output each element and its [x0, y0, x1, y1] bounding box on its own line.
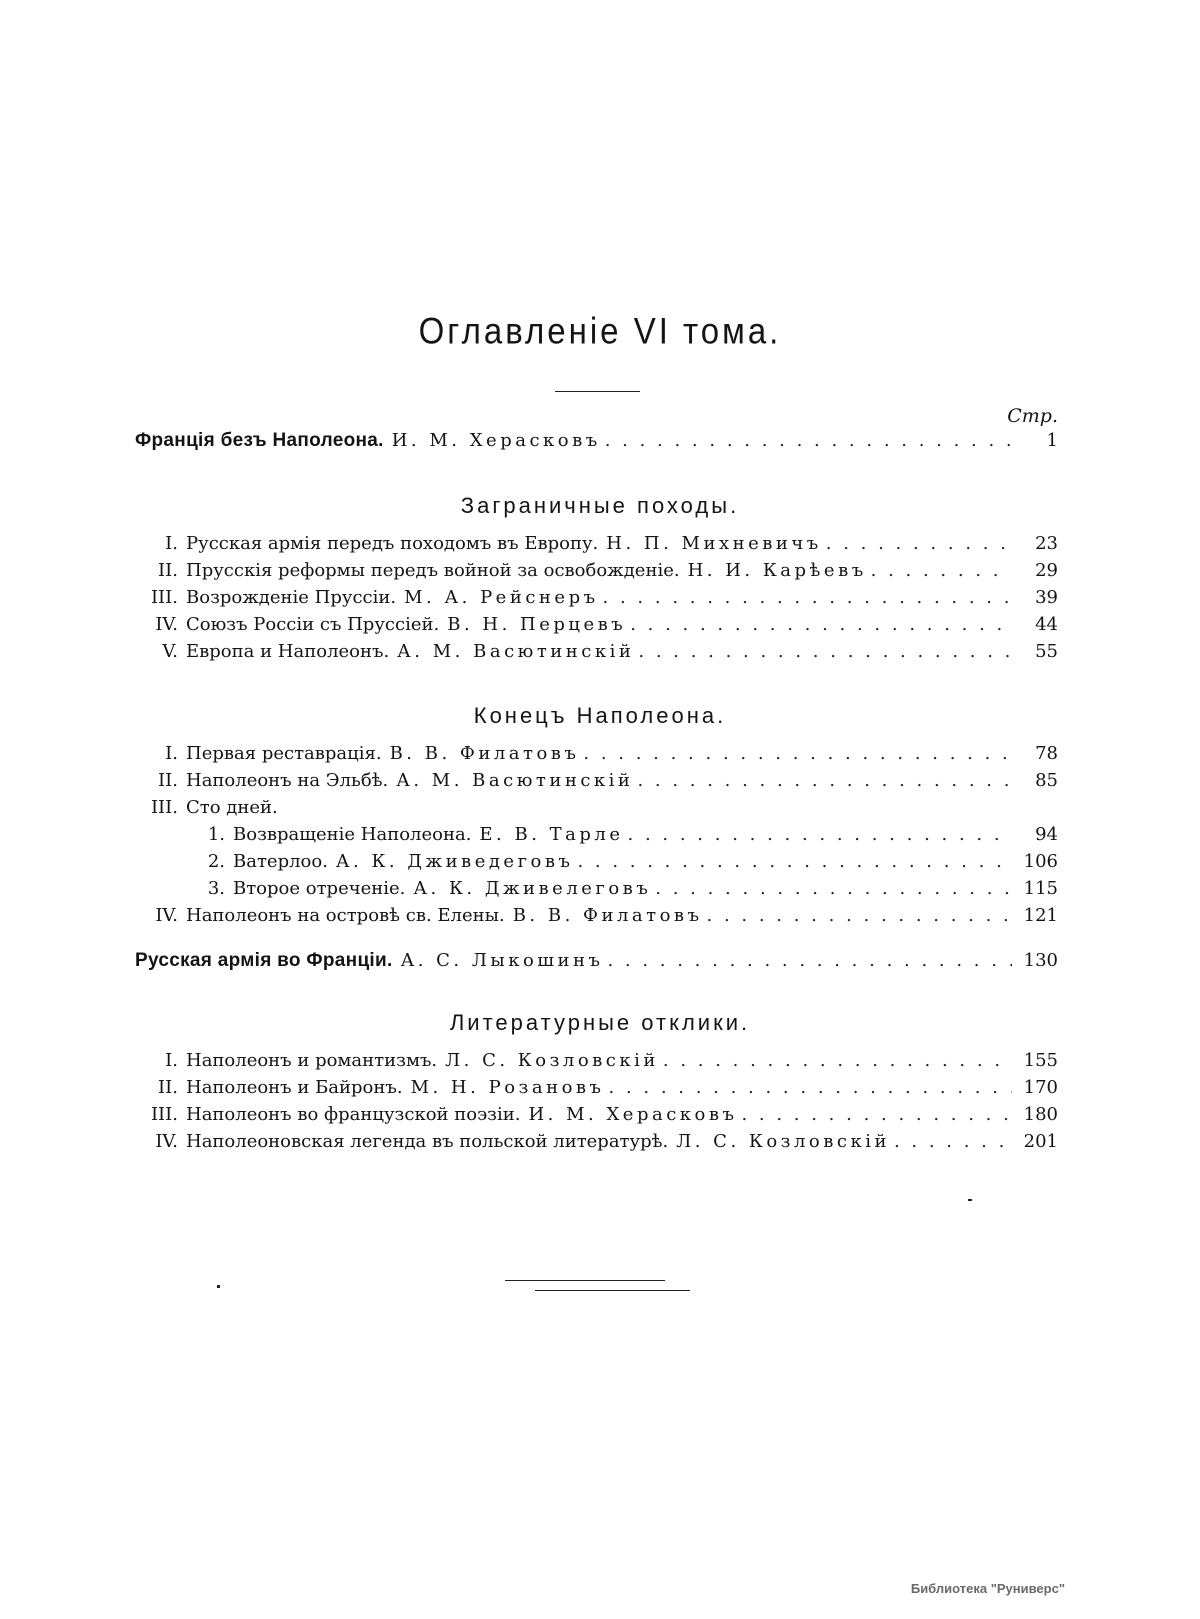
- entry-page: 94: [1035, 824, 1058, 845]
- entry-number: IV.: [155, 1131, 178, 1152]
- print-speck: [968, 1199, 972, 1201]
- entry-title: Прусскія реформы передъ войной за освобожденіе.: [186, 560, 680, 581]
- entry-page: 1: [1046, 430, 1058, 451]
- entry-page: 106: [1023, 851, 1058, 872]
- dot-leader: [651, 878, 1012, 899]
- entry-number: I.: [165, 1050, 178, 1071]
- entry-author: И. М. Херасковъ: [528, 1104, 738, 1125]
- entry-title: Возрожденіе Пруссіи.: [186, 587, 397, 608]
- entry-page: 155: [1023, 1050, 1058, 1071]
- entry-number: 2.: [207, 851, 225, 872]
- entry-page: 29: [1035, 560, 1058, 581]
- dot-leader: [605, 1077, 1013, 1098]
- section-title-literary-responses: Литературные отклики.: [449, 1010, 751, 1035]
- entry-title: Первая реставрація.: [186, 743, 382, 764]
- entry-number: III.: [150, 587, 178, 608]
- entry-author: Н. И. Карѣевъ: [687, 560, 867, 581]
- entry-title: Сто дней.: [186, 797, 278, 818]
- entry-page: 121: [1023, 905, 1058, 926]
- entry-page: 55: [1035, 641, 1058, 662]
- entry-title: Наполеоновская легенда въ польской литературѣ.: [186, 1131, 669, 1152]
- entry-page: 39: [1035, 587, 1058, 608]
- dot-leader: [599, 587, 1012, 608]
- toc-entry[interactable]: [135, 743, 1058, 767]
- entry-title: Русская армія передъ походомъ въ Европу.: [186, 533, 599, 554]
- entry-number: IV.: [155, 614, 178, 635]
- entry-page: 23: [1035, 533, 1058, 554]
- entry-page: 44: [1035, 614, 1058, 635]
- end-rule: [505, 1280, 665, 1281]
- toc-entry-intro[interactable]: [135, 430, 1058, 454]
- entry-author: А. М. Васютинскій: [397, 641, 635, 662]
- toc-entry[interactable]: [135, 770, 1058, 794]
- toc-entry[interactable]: [135, 560, 1058, 584]
- entry-number: II.: [158, 770, 178, 791]
- dot-leader: [601, 430, 1012, 451]
- entry-number: V.: [162, 641, 178, 662]
- entry-page: 201: [1023, 1131, 1058, 1152]
- toc-entry[interactable]: [135, 587, 1058, 611]
- entry-title: Европа и Наполеонъ.: [186, 641, 390, 662]
- entry-number: 1.: [207, 824, 225, 845]
- entry-page: 180: [1023, 1104, 1058, 1125]
- entry-title: Возвращеніе Наполеона.: [233, 824, 472, 845]
- entry-number: III.: [150, 797, 178, 818]
- entry-page: 85: [1035, 770, 1058, 791]
- section-title-foreign-campaigns: Заграничные походы.: [460, 493, 740, 518]
- entry-author: Л. С. Козловскій: [676, 1131, 890, 1152]
- entry-author: М. А. Рейснеръ: [404, 587, 599, 608]
- entry-page: 170: [1023, 1077, 1058, 1098]
- toc-subentry[interactable]: [135, 824, 1058, 848]
- title-rule: [555, 391, 640, 392]
- entry-number: III.: [150, 1104, 178, 1125]
- entry-page: 130: [1023, 950, 1058, 971]
- toc-entry[interactable]: [135, 1131, 1058, 1155]
- print-speck: [217, 1285, 220, 1288]
- toc-entry-heading[interactable]: [135, 797, 1058, 821]
- entry-author: А. М. Васютинскій: [396, 770, 634, 791]
- toc-entry[interactable]: [135, 641, 1058, 665]
- entry-title: Франція безъ Наполеона.: [135, 430, 384, 451]
- entry-number: 3.: [207, 878, 225, 899]
- entry-number: I.: [165, 743, 178, 764]
- dot-leader: [703, 905, 1012, 926]
- entry-title: Наполеонъ на островѣ св. Елены.: [186, 905, 505, 926]
- entry-author: В. Н. Перцевъ: [447, 614, 627, 635]
- entry-number: IV.: [155, 905, 178, 926]
- entry-title: Наполеонъ во французской поэзіи.: [186, 1104, 521, 1125]
- end-rule-thin: [535, 1290, 690, 1291]
- library-watermark: Библиотека "Руниверс": [910, 1581, 1065, 1596]
- entry-page: 115: [1023, 878, 1058, 899]
- page-title: Оглавленіе VI тома.: [418, 309, 782, 352]
- entry-author: В. В. Филатовъ: [512, 905, 703, 926]
- toc-entry[interactable]: [135, 1050, 1058, 1074]
- toc-entry[interactable]: [135, 533, 1058, 557]
- dot-leader: [634, 641, 1012, 662]
- toc-entry-russian-army[interactable]: [135, 950, 1058, 974]
- toc-subentry[interactable]: [135, 878, 1058, 902]
- dot-leader: [867, 560, 1012, 581]
- entry-author: М. Н. Розановъ: [410, 1077, 605, 1098]
- dot-leader: [633, 770, 1012, 791]
- entry-author: А. К. Дживелеговъ: [413, 878, 652, 899]
- entry-title: Союзъ Россіи съ Пруссіей.: [186, 614, 440, 635]
- entry-number: II.: [158, 560, 178, 581]
- entry-author: Н. П. Михневичъ: [606, 533, 822, 554]
- page-column-label: Стр.: [1007, 405, 1058, 427]
- entry-title: Наполеонъ и Байронъ.: [186, 1077, 403, 1098]
- entry-author: А. С. Лыкошинъ: [400, 950, 604, 971]
- entry-author: А. К. Дживедеговъ: [335, 851, 574, 872]
- entry-number: I.: [165, 533, 178, 554]
- entry-title: Русская армія во Франціи.: [135, 950, 393, 971]
- entry-number: II.: [158, 1077, 178, 1098]
- entry-title: Наполеонъ и романтизмъ.: [186, 1050, 438, 1071]
- toc-entry[interactable]: [135, 614, 1058, 638]
- toc-entry[interactable]: [135, 1104, 1058, 1128]
- entry-title: Ватерлоо.: [233, 851, 328, 872]
- dot-leader: [626, 614, 1012, 635]
- entry-author: В. В. Филатовъ: [389, 743, 580, 764]
- section-title-end-of-napoleon: Конецъ Наполеона.: [473, 703, 727, 728]
- dot-leader: [624, 824, 1012, 845]
- dot-leader: [603, 950, 1012, 971]
- entry-author: Л. С. Козловскій: [445, 1050, 659, 1071]
- toc-entry[interactable]: [135, 1077, 1058, 1101]
- entry-page: 78: [1035, 743, 1058, 764]
- entry-title: Наполеонъ на Эльбѣ.: [186, 770, 389, 791]
- entry-author: Е. В. Тарле: [479, 824, 624, 845]
- entry-title: Второе отреченіе.: [233, 878, 406, 899]
- dot-leader: [822, 533, 1012, 554]
- dot-leader: [659, 1050, 1012, 1071]
- toc-subentry[interactable]: [135, 851, 1058, 875]
- dot-leader: [573, 851, 1012, 872]
- entry-author: И. М. Херасковъ: [391, 430, 601, 451]
- dot-leader: [579, 743, 1012, 764]
- dot-leader: [890, 1131, 1012, 1152]
- dot-leader: [737, 1104, 1012, 1125]
- toc-entry[interactable]: [135, 905, 1058, 929]
